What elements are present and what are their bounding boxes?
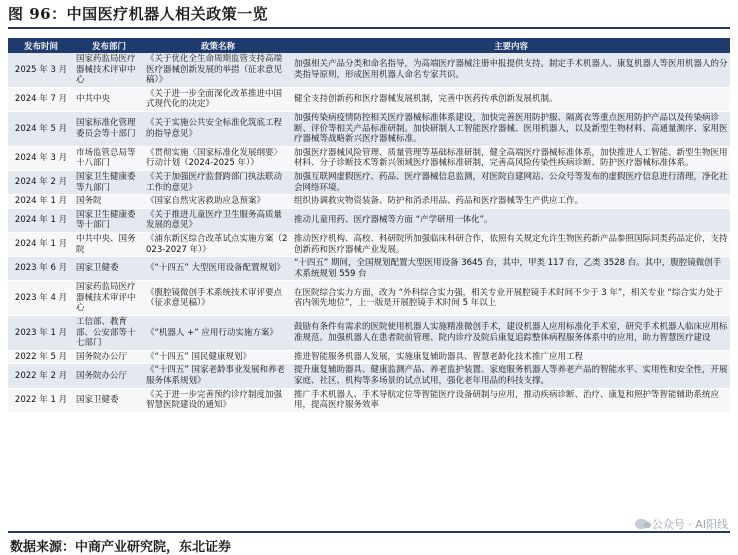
watermark bbox=[635, 516, 728, 532]
cell-dept: 工信部、教育部、公安部等十七部门 bbox=[74, 316, 144, 351]
cell-dept: 国家卫健委 bbox=[74, 388, 144, 412]
cell-time: 2024 年 5 月 bbox=[8, 111, 74, 146]
cell-policy: 《浦东新区综合改革试点实施方案（2023-2027 年）》 bbox=[144, 232, 292, 256]
bottom-rule bbox=[8, 531, 730, 533]
cell-dept: 国家卫健委 bbox=[74, 257, 144, 281]
cell-content: 推动医疗机构、高校、科研院所加强临床科研合作，依照有关规定允许生物医药新产品参照国际同类药品定价，支持创新药和医疗器械产业发展。 bbox=[292, 232, 730, 256]
header-time: 发布时间 bbox=[8, 38, 74, 53]
table-row bbox=[8, 281, 730, 316]
table-row bbox=[8, 316, 730, 351]
cell-content: 组织协调救灾物资装备、防护和消杀用品、药品和医疗器械等生产供应工作。 bbox=[292, 195, 730, 209]
cell-policy: 《关于加强医疗监督跨部门执法联动工作的意见》 bbox=[144, 170, 292, 194]
cell-policy: 《关于进一步完善预约诊疗制度加强智慧医院建设的通知》 bbox=[144, 388, 292, 412]
table-row bbox=[8, 111, 730, 146]
cell-time: 2022 年 1 月 bbox=[8, 388, 74, 412]
cell-time: 2022 年 5 月 bbox=[8, 350, 74, 364]
cell-policy: 《“十四五” 国民健康规划》 bbox=[144, 350, 292, 364]
cell-time: 2024 年 1 月 bbox=[8, 208, 74, 232]
cell-time: 2025 年 3 月 bbox=[8, 53, 74, 87]
cell-time: 2024 年 3 月 bbox=[8, 146, 74, 170]
table-row bbox=[8, 170, 730, 194]
cell-content: 提升康复辅助器具、健康监测产品、养老监护装置、家庭服务机器人等养老产品的智能水平、实用性和安全性，开展家庭、社区、机构等多场景的试点试用，强化老年用品的科技支撑。 bbox=[292, 364, 730, 388]
cell-content: 加强相关产品分类和命名指导，为高端医疗器械注册申报提供支持。制定手术机器人、康复机器人等医用机器人的分类指导原则，形成医用机器人命名专家共识。 bbox=[292, 53, 730, 87]
figure-title: 图 96：中国医疗机器人相关政策一览 bbox=[8, 5, 269, 23]
header-content: 主要内容 bbox=[292, 38, 730, 53]
cell-policy: 《关于优化全生命周期监管支持高端医疗器械创新发展的举措（征求意见稿）》 bbox=[144, 53, 292, 87]
top-rule bbox=[8, 27, 730, 29]
table-row bbox=[8, 388, 730, 412]
header-row bbox=[8, 38, 730, 53]
cell-content: 加强传染病疫情防控相关医疗器械标准体系建设，加快完善医用防护服、隔离衣等重点医用防护产品以及传染病诊断、评价等相关产品标准研制。加快研制人工智能医疗器械、医用机器人，以及新型生物材料、高通量测序、家用医疗器械等战略新兴医疗器械标准。 bbox=[292, 111, 730, 146]
table-row bbox=[8, 53, 730, 87]
source-note: 数据来源：中商产业研究院，东北证券 bbox=[10, 540, 232, 555]
cell-content: 在医院综合实力方面，改为 “外科综合实力强，相关专业开展腔镜手术时间不少于 3 年”，相关专业 “综合实力处于省内领先地位”，上一版是开展腔镜手术时间 5 年以上 bbox=[292, 281, 730, 316]
cell-dept: 国务院 bbox=[74, 195, 144, 209]
table-header bbox=[8, 38, 730, 53]
header-dept: 发布部门 bbox=[74, 38, 144, 53]
cell-policy: 《“十四五” 国家老龄事业发展和养老服务体系规划》 bbox=[144, 364, 292, 388]
policy-table bbox=[8, 38, 730, 413]
cell-policy: 《贯彻实施〈国家标准化发展纲要〉行动计划（2024-2025 年）》 bbox=[144, 146, 292, 170]
cell-policy: 《腹腔镜微创手术系统技术审评要点（征求意见稿）》 bbox=[144, 281, 292, 316]
cell-dept: 中共中央 bbox=[74, 87, 144, 111]
cell-dept: 市场监管总局等十八部门 bbox=[74, 146, 144, 170]
cell-dept: 中共中央、国务院 bbox=[74, 232, 144, 256]
cell-content: 加强医疗器械风险管理、质量管理等基础标准研制，健全高端医疗器械标准体系，加快推进人工智能、新型生物医用材料、分子诊断技术等新兴领域医疗器械标准研制，完善高风险传染性疾病诊断、防护医疗器械标准体系。 bbox=[292, 146, 730, 170]
table-row bbox=[8, 146, 730, 170]
cell-time: 2023 年 4 月 bbox=[8, 281, 74, 316]
cell-content: 推广手术机器人、手术导航定位等智能医疗设备研制与应用，推动疾病诊断、治疗、康复和照护等智能辅助系统应用，提高医疗服务效率 bbox=[292, 388, 730, 412]
cell-dept: 国务院办公厅 bbox=[74, 364, 144, 388]
table-row bbox=[8, 232, 730, 256]
cell-time: 2024 年 1 月 bbox=[8, 232, 74, 256]
table-body bbox=[8, 53, 730, 412]
cell-policy: 《关于推进儿童医疗卫生服务高质量发展的意见》 bbox=[144, 208, 292, 232]
header-policy: 政策名称 bbox=[144, 38, 292, 53]
table-row bbox=[8, 257, 730, 281]
cell-time: 2022 年 2 月 bbox=[8, 364, 74, 388]
cell-time: 2023 年 1 月 bbox=[8, 316, 74, 351]
cell-content: 健全支持创新药和医疗器械发展机制，完善中医药传承创新发展机制。 bbox=[292, 87, 730, 111]
cell-content: 推动儿童用药、医疗器械等方面 “产学研用一体化”。 bbox=[292, 208, 730, 232]
cell-content: 鼓励有条件有需求的医院使用机器人实施精准微创手术，建设机器人应用标准化手术室，研究手术机器人临床应用标准规范。加强机器人在患者院前管理、院内诊疗及院后康复追踪整体病程服务体系中的应用，助力智慧医疗建设 bbox=[292, 316, 730, 351]
watermark-text: 公众号 · AI阳线 bbox=[651, 518, 728, 531]
cell-dept: 国家标准化管理委员会等十部门 bbox=[74, 111, 144, 146]
cell-time: 2023 年 6 月 bbox=[8, 257, 74, 281]
cell-policy: 《关于实施公共安全标准化筑底工程的指导意见》 bbox=[144, 111, 292, 146]
cell-dept: 国家卫生健康委等十部门 bbox=[74, 208, 144, 232]
cell-content: 推进智能服务机器人发展，实施康复辅助器具、智慧老龄化技术推广应用工程 bbox=[292, 350, 730, 364]
cell-time: 2024 年 1 月 bbox=[8, 195, 74, 209]
cell-dept: 国务院办公厅 bbox=[74, 350, 144, 364]
wechat-icon bbox=[635, 519, 648, 529]
table-row bbox=[8, 208, 730, 232]
cell-policy: 《关于进一步全面深化改革推进中国式现代化的决定》 bbox=[144, 87, 292, 111]
table-row bbox=[8, 364, 730, 388]
cell-policy: 《“机器人 +” 应用行动实施方案》 bbox=[144, 316, 292, 351]
cell-time: 2024 年 2 月 bbox=[8, 170, 74, 194]
cell-content: “十四五” 期间，全国规划配置大型医用设备 3645 台，其中，甲类 117 台，乙类 3528 台。其中，腹腔镜微创手术系统规划 559 台 bbox=[292, 257, 730, 281]
table-row bbox=[8, 87, 730, 111]
cell-dept: 国家药监局医疗器械技术审评中心 bbox=[74, 281, 144, 316]
cell-dept: 国家卫生健康委等九部门 bbox=[74, 170, 144, 194]
cell-policy: 《国家自然灾害救助应急预案》 bbox=[144, 195, 292, 209]
table-row bbox=[8, 350, 730, 364]
cell-policy: 《“十四五” 大型医用设备配置规划》 bbox=[144, 257, 292, 281]
cell-time: 2024 年 7 月 bbox=[8, 87, 74, 111]
cell-content: 加强互联网虚假医疗、药品、医疗器械信息监测，对医院自建网站、公众号等发布的虚假医疗信息进行清理，净化社会网络环境。 bbox=[292, 170, 730, 194]
cell-dept: 国家药监局医疗器械技术评审中心 bbox=[74, 53, 144, 87]
table-row bbox=[8, 195, 730, 209]
